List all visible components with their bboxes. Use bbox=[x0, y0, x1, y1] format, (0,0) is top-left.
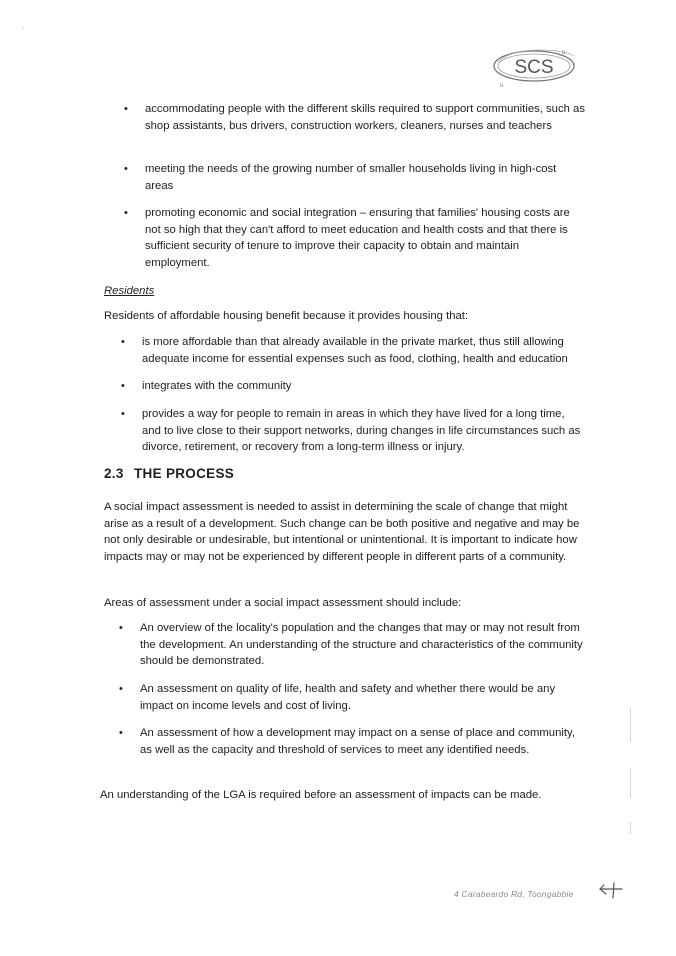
bullet-icon: • bbox=[121, 408, 125, 420]
scs-logo bbox=[490, 44, 582, 88]
bullet-icon: • bbox=[119, 683, 123, 695]
list-item-text: accommodating people with the different skills required to support communities, such as shop assistants, bus drivers, construction workers, cleaners, nurses and teachers bbox=[145, 103, 585, 132]
list-item bbox=[124, 161, 585, 194]
list-item bbox=[119, 681, 586, 714]
list-item-text: meeting the needs of the growing number of smaller households living in high-cost areas bbox=[145, 163, 557, 192]
scan-line bbox=[630, 768, 631, 798]
bullet-icon: • bbox=[119, 727, 123, 739]
top-bullet-list bbox=[124, 101, 585, 272]
list-item bbox=[121, 406, 586, 456]
list-item-text: An overview of the locality's population and the changes that may or may not result from the development. An understanding of the structure and characteristics of the community should be demonstrated. bbox=[140, 622, 583, 668]
svg-text:u: u bbox=[562, 50, 566, 56]
list-item-text: provides a way for people to remain in areas in which they have lived for a long time, and to live close to their support networks, during changes in life circumstances such as divorce, retirement, or recovery from a long-term illness or injury. bbox=[142, 408, 581, 454]
list-item-text: An assessment of how a development may impact on a sense of place and community, as well as the capacity and threshold of services to meet any identified needs. bbox=[140, 727, 575, 756]
scan-line bbox=[630, 822, 631, 834]
list-item bbox=[121, 334, 586, 367]
bullet-icon: • bbox=[121, 380, 125, 392]
scan-mark: · bbox=[22, 23, 25, 32]
svg-text:SCS: SCS bbox=[514, 57, 554, 78]
list-item-text: integrates with the community bbox=[142, 380, 292, 392]
list-item-text: An assessment on quality of life, health and safety and whether there would be any impact on income levels and cost of living. bbox=[140, 683, 556, 712]
assessment-bullet-list bbox=[119, 620, 586, 758]
residents-heading: Residents bbox=[104, 285, 155, 297]
bullet-icon: • bbox=[124, 103, 128, 115]
section-paragraph-1: A social impact assessment is needed to assist in determining the scale of change that might arise as a result of a development. Such change can be both positive and negative and may be not only desirable or undesirable, but intentional or unintentional. It is important to indicate how impacts may or may not be experienced by different people in different parts of a community. bbox=[104, 501, 580, 564]
closing-paragraph: An understanding of the LGA is required before an assessment of impacts can be made. bbox=[100, 789, 542, 801]
bullet-icon: • bbox=[124, 207, 128, 219]
residents-intro: Residents of affordable housing benefit because it provides housing that: bbox=[104, 310, 469, 322]
section-heading bbox=[104, 466, 234, 483]
list-item-text: is more affordable than that already available in the private market, thus still allowing adequate income for essential expenses such as food, clothing, health and education bbox=[142, 336, 568, 365]
list-item bbox=[121, 378, 586, 395]
handwritten-page-mark bbox=[598, 879, 624, 899]
list-item-text: promoting economic and social integration – ensuring that families' housing costs are not so high that they can't afford to meet education and health costs and that there is sufficient security of tenure to improve their capacity to obtain and maintain employment. bbox=[145, 207, 570, 270]
scan-line bbox=[630, 708, 631, 742]
section-number: 2.3 bbox=[104, 466, 124, 481]
bullet-icon: • bbox=[119, 622, 123, 634]
residents-bullet-list bbox=[121, 334, 586, 456]
list-item bbox=[119, 620, 586, 670]
bullet-icon: • bbox=[124, 163, 128, 175]
svg-text:u: u bbox=[500, 83, 504, 88]
footer-address: 4 Carabeardo Rd, Toongabbie bbox=[454, 889, 574, 899]
list-item bbox=[119, 725, 586, 758]
bullet-icon: • bbox=[121, 336, 125, 348]
section-title: THE PROCESS bbox=[134, 466, 235, 481]
list-item bbox=[124, 205, 585, 272]
section-paragraph-2: Areas of assessment under a social impact assessment should include: bbox=[104, 597, 462, 609]
list-item bbox=[124, 101, 585, 151]
